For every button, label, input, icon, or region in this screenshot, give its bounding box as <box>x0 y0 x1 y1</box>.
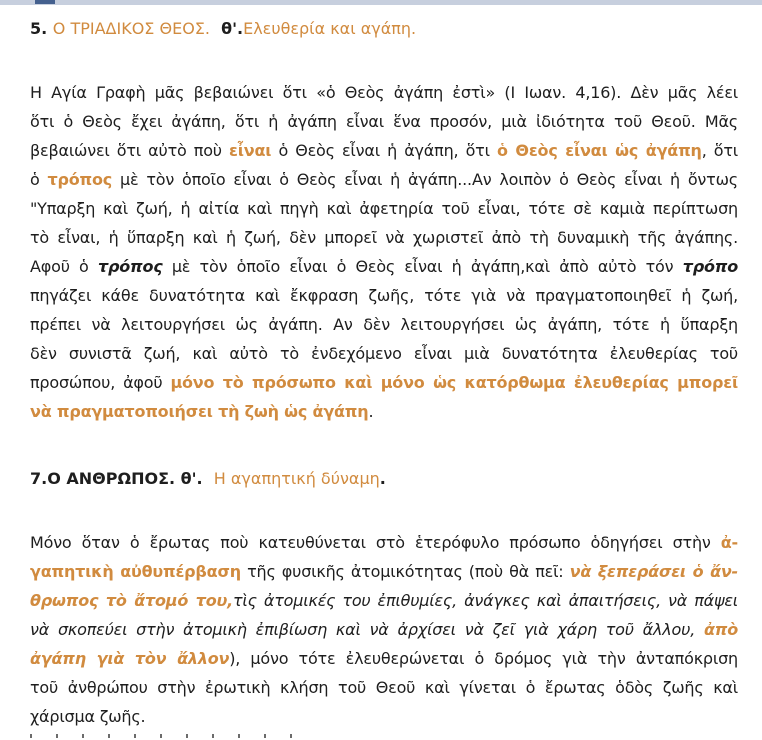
text-run: ὅτι ὁ Θεὸς ἔχει ἀγάπη, ὅτι ἡ ἀγάπη εἶναι ἕνα προσόν, μιὰ ἰδιότητα τοῦ Θεοῦ. Μᾶς <box>30 112 738 131</box>
text-run: πηγάζει κάθε δυνατότητα καὶ ἔκφραση ζωῆς, τότε γιὰ νὰ πραγματοποιηθεῖ ἡ ζωή, <box>30 286 738 305</box>
text-run: ὁ <box>30 170 48 189</box>
text-run: δὲν συνιστᾶ ζωή, καὶ αὐτὸ τὸ ἐνδεχόμενο εἶναι μιὰ δυνατότητα ἐλευθερίας τοῦ <box>30 344 738 363</box>
text-run: νὰ ξεπεράσει ὁ ἄν- <box>569 562 738 581</box>
text-run: νὰ πραγματοποιήσει τὴ ζωὴ ὡς ἀγάπη <box>30 402 369 421</box>
section-heading-triadic-god <box>30 18 738 40</box>
text-run: τοῦ ἀνθρώπου στὴν ἐρωτικὴ κλήση τοῦ Θεοῦ καὶ γίνεται ὁ ἔρωτας ὁδὸς ζωῆς καὶ <box>30 678 738 697</box>
text-line <box>30 223 738 252</box>
text-run: μὲ τὸν ὁποῖο εἶναι ὁ Θεὸς εἶναι ἡ ἀγάπη,καὶ ἀπὸ αὐτὸ τόν <box>162 257 683 276</box>
text-line <box>30 339 738 368</box>
window-top-strip <box>0 0 762 5</box>
text-line <box>30 136 738 165</box>
text-run: Αφοῦ ὁ <box>30 257 98 276</box>
text-run: ἀ- <box>720 533 738 552</box>
text-line <box>30 702 738 731</box>
text-run: Μόνο ὅταν ὁ ἔρωτας ποὺ κατευθύνεται στὸ ἑτερόφυλο πρόσωπο ὁδηγήσει στὴν <box>30 533 721 552</box>
text-run: προσώπου, ἀφοῦ <box>30 373 171 392</box>
text-line <box>30 252 738 281</box>
text-line <box>30 281 738 310</box>
text-run: μὲ τὸν ὁποῖο εἶναι ὁ Θεὸς εἶναι ἡ ἀγάπη...Αν λοιπὸν ὁ Θεὸς εἶναι ἡ ὄντως <box>112 170 738 189</box>
text-line <box>30 165 738 194</box>
text-line <box>30 107 738 136</box>
section-heading-anthropos <box>30 468 738 490</box>
text-line <box>30 397 738 426</box>
text-run: . <box>379 469 386 488</box>
text-run: τὸ εἶναι, ἡ ὕπαρξη καὶ ἡ ζωή, δὲν μπορεῖ νὰ χωριστεῖ ἀπὸ τὴ δυναμικὴ τῆς ἀγάπης. <box>30 228 738 247</box>
text-run: ἀγάπη γιὰ τὸν ἄλλον <box>30 649 230 668</box>
text-run: Η Αγία Γραφὴ μᾶς βεβαιώνει ὅτι «ὁ Θεὸς ἀγάπη ἐστὶ» (Ι Ιωαν. 4,16). Δὲν μᾶς λέει <box>30 83 738 102</box>
text-run: θρωπος τὸ ἄτομό του, <box>30 591 233 610</box>
text-line <box>30 528 738 557</box>
text-line <box>30 644 738 673</box>
text-line <box>30 368 738 397</box>
text-line <box>30 586 738 615</box>
text-run: θ'. <box>209 19 244 38</box>
text-run: τρόπος <box>47 170 113 189</box>
text-line <box>30 194 738 223</box>
text-run: ἀπὸ <box>703 620 738 639</box>
text-run: ὁ Θεὸς εἶναι ὡς ἀγάπη <box>496 141 702 160</box>
text-run: μόνο τὸ πρόσωπο καὶ μόνο ὡς κατόρθωμα ἐλευθερίας μπορεῖ <box>170 373 738 392</box>
text-run: Η αγαπητική δύναμη <box>213 469 380 488</box>
text-run: . <box>368 402 374 421</box>
text-run: , ὅτι <box>701 141 738 160</box>
text-run: 7.Ο ΑΝΘΡΩΠΟΣ. θ'. <box>30 469 214 488</box>
paragraph-anthropos <box>30 528 738 731</box>
text-line <box>30 78 738 107</box>
text-run: τρόπο <box>682 257 738 276</box>
truncated-next-line <box>30 734 308 738</box>
text-run: Ελευθερία και αγάπη. <box>243 19 417 38</box>
text-run: ), μόνο τότε ἐλευθερώνεται ὁ δρόμος γιὰ τὴν ἀνταπόκριση <box>229 649 738 668</box>
text-run: χάρισμα ζωῆς. <box>30 707 146 726</box>
text-run: νὰ σκοπεύει στὴν ἀτομικὴ ἐπιβίωση καὶ νὰ ἀρχίσει νὰ ζεῖ γιὰ χάρη τοῦ ἄλλου, <box>30 620 704 639</box>
text-line <box>30 615 738 644</box>
text-run: βεβαιώνει ὅτι αὐτὸ ποὺ <box>30 141 230 160</box>
text-run: τὶς ἀτομικές του ἐπιθυμίες, ἀνάγκες καὶ ἀπαιτήσεις, νὰ πάψει <box>233 591 738 610</box>
text-run: 5. <box>30 19 53 38</box>
text-run: "Υπαρξη καὶ ζωή, ἡ αἰτία καὶ πηγὴ καὶ ἀφετηρία τοῦ εἶναι, τότε σὲ καμιὰ περίπτωση <box>30 199 738 218</box>
text-run: τρόπος <box>97 257 163 276</box>
text-run: ὁ Θεὸς εἶναι ἡ ἀγάπη, ὅτι <box>271 141 497 160</box>
text-line <box>30 310 738 339</box>
text-run: τῆς φυσικῆς ἀτομικότητας (ποὺ θὰ πεῖ: <box>240 562 570 581</box>
text-line <box>30 557 738 586</box>
text-run: πρέπει νὰ λειτουργήσει ὡς ἀγάπη. Αν δὲν λειτουργήσει ὡς ἀγάπη, τότε ἡ ὕπαρξη <box>30 315 738 334</box>
text-line <box>30 673 738 702</box>
paragraph-triadic-god <box>30 78 738 426</box>
text-run: γαπητικὴ αὐθυπέρβαση <box>30 562 241 581</box>
text-run: εἶναι <box>229 141 272 160</box>
text-run: Ο ΤΡΙΑΔΙΚΟΣ ΘΕΟΣ. <box>52 19 210 38</box>
window-edge-accent <box>35 0 55 4</box>
